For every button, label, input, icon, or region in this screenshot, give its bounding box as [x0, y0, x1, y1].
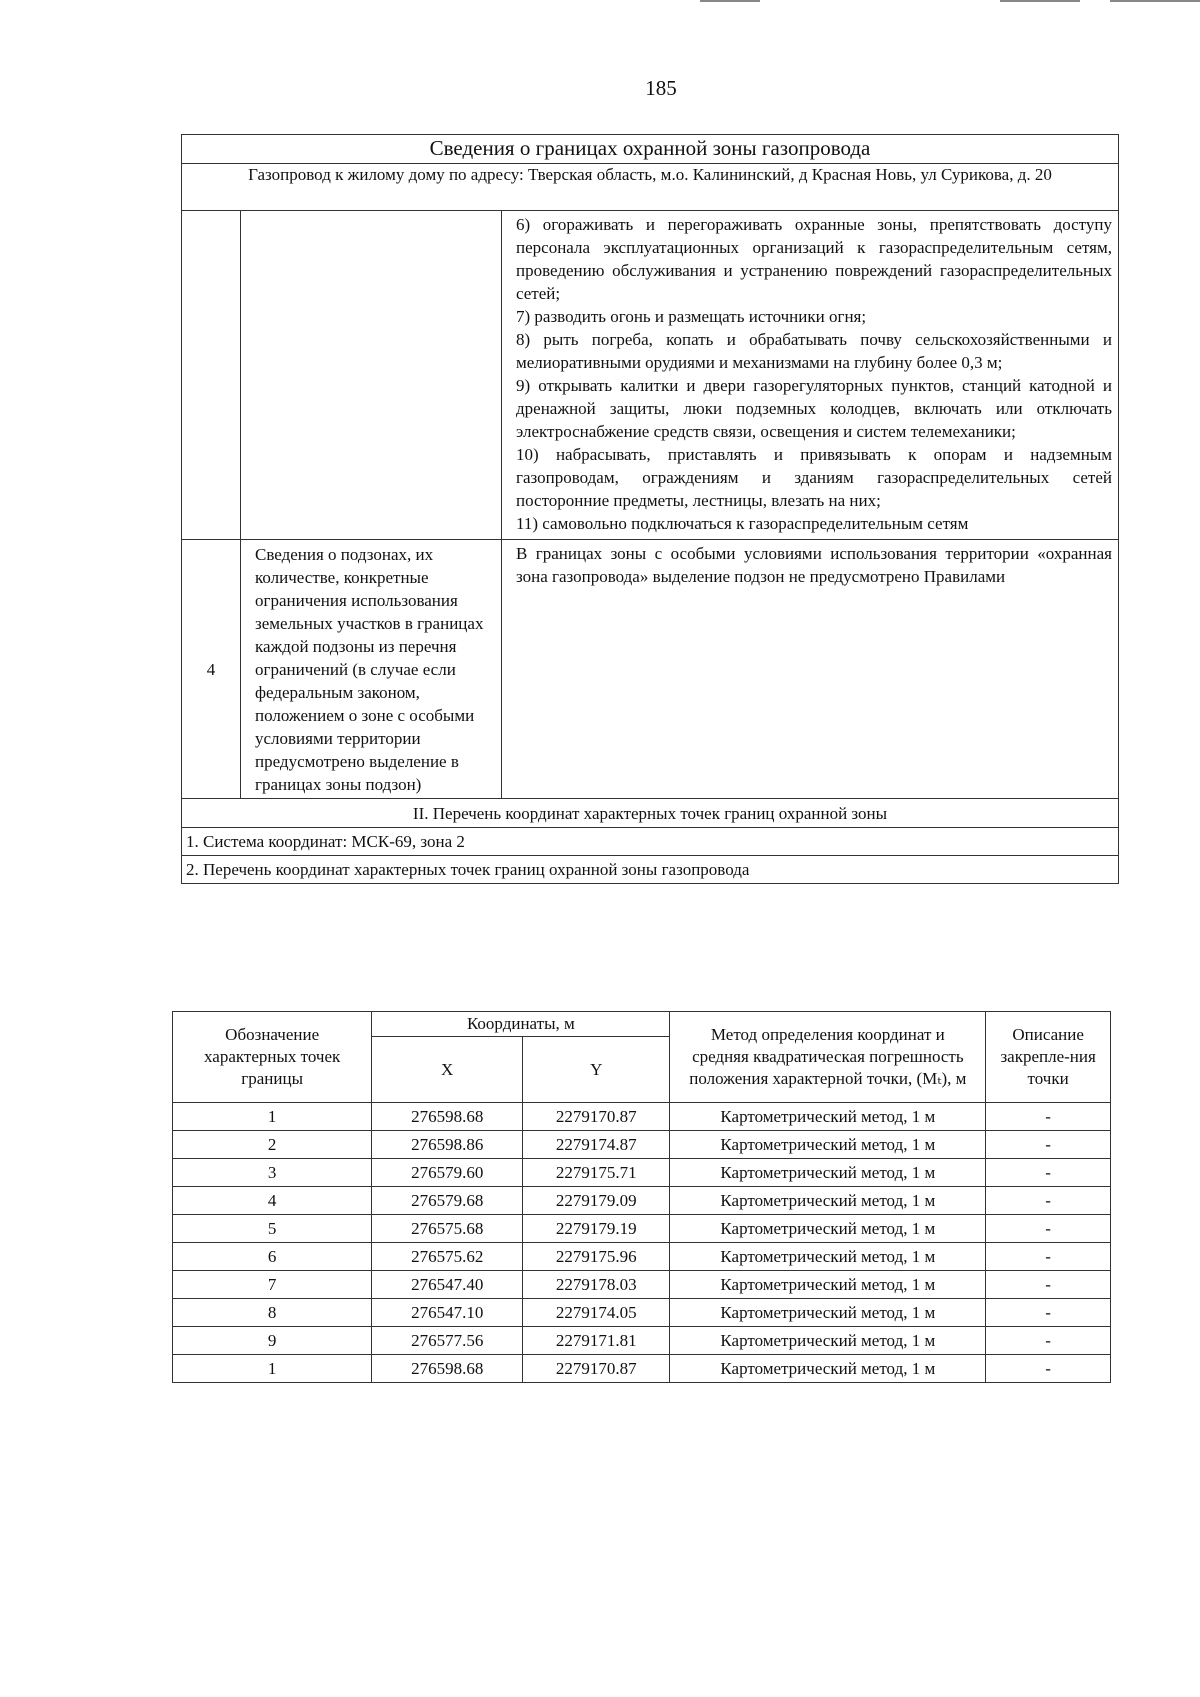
y-coordinate: 2279178.03 — [523, 1271, 670, 1299]
x-coordinate: 276575.62 — [372, 1243, 523, 1271]
restriction-item: 6) огораживать и перегораживать охранные зоны, препятствовать доступу персонала эксплуатационных организаций к газораспределительным сетям, проведению обслуживания и устранению повреждений газораспределительных сетей; — [516, 215, 1112, 303]
table-row — [173, 1327, 1111, 1355]
header-row — [173, 1012, 1111, 1037]
title-row — [182, 135, 1119, 164]
list-title-row — [182, 856, 1119, 884]
scan-artifact — [700, 0, 760, 2]
address-row — [182, 164, 1119, 211]
method-cell: Картометрический метод, 1 м — [670, 1103, 986, 1131]
restriction-item: 10) набрасывать, приставлять и привязывать к опорам и надземным газопроводам, ограждениям и зданиям газораспределительных сетей посторонние предметы, лестницы, влезать на них; — [516, 445, 1112, 510]
method-cell: Картометрический метод, 1 м — [670, 1131, 986, 1159]
table-row — [173, 1355, 1111, 1383]
x-coordinate: 276598.68 — [372, 1103, 523, 1131]
point-number: 8 — [173, 1299, 372, 1327]
point-number: 5 — [173, 1215, 372, 1243]
header-x: X — [372, 1037, 523, 1103]
point-description: - — [986, 1271, 1111, 1299]
scan-artifact — [1000, 0, 1080, 2]
method-cell: Картометрический метод, 1 м — [670, 1299, 986, 1327]
x-coordinate: 276575.68 — [372, 1215, 523, 1243]
point-description: - — [986, 1131, 1111, 1159]
empty-number-cell — [182, 211, 241, 540]
restriction-item: 7) разводить огонь и размещать источники огня; — [516, 307, 867, 326]
restriction-item: 8) рыть погреба, копать и обрабатывать почву сельскохозяйственными и мелиоративными орудиями и механизмами на глубину более 0,3 м; — [516, 330, 1112, 372]
method-cell: Картометрический метод, 1 м — [670, 1271, 986, 1299]
y-coordinate: 2279175.71 — [523, 1159, 670, 1187]
x-coordinate: 276598.86 — [372, 1131, 523, 1159]
subzones-label: Сведения о подзонах, их количестве, конкретные ограничения использования земельных участков в границах каждой подзоны из перечня ограничений (в случае если федеральным законом, положением о зоне с особыми условиями территории предусмотрено выделение в границах зоны подзон) — [241, 540, 502, 799]
zone-title: Сведения о границах охранной зоны газопровода — [182, 135, 1119, 164]
x-coordinate: 276547.10 — [372, 1299, 523, 1327]
table-row — [173, 1159, 1111, 1187]
method-cell: Картометрический метод, 1 м — [670, 1187, 986, 1215]
point-number: 7 — [173, 1271, 372, 1299]
table-row — [173, 1299, 1111, 1327]
point-description: - — [986, 1215, 1111, 1243]
section-title-row — [182, 799, 1119, 828]
point-description: - — [986, 1327, 1111, 1355]
coordinates-list-title: 2. Перечень координат характерных точек границ охранной зоны газопровода — [182, 856, 1119, 884]
method-cell: Картометрический метод, 1 м — [670, 1215, 986, 1243]
point-number: 6 — [173, 1243, 372, 1271]
y-coordinate: 2279171.81 — [523, 1327, 670, 1355]
table-row — [173, 1187, 1111, 1215]
y-coordinate: 2279179.19 — [523, 1215, 670, 1243]
point-number: 3 — [173, 1159, 372, 1187]
point-number: 1 — [173, 1103, 372, 1131]
page-number: 185 — [645, 76, 677, 100]
header-point: Обозначение характерных точек границы — [173, 1012, 372, 1103]
header-coordinates: Координаты, м — [372, 1012, 670, 1037]
point-number: 2 — [173, 1131, 372, 1159]
y-coordinate: 2279174.05 — [523, 1299, 670, 1327]
y-coordinate: 2279174.87 — [523, 1131, 670, 1159]
coordinates-body — [173, 1103, 1111, 1383]
continued-restrictions-row — [182, 211, 1119, 540]
point-description: - — [986, 1187, 1111, 1215]
method-cell: Картометрический метод, 1 м — [670, 1243, 986, 1271]
header-description: Описание закрепле-ния точки — [986, 1012, 1111, 1103]
table-row — [173, 1215, 1111, 1243]
restrictions-list — [502, 211, 1119, 540]
subzones-row — [182, 540, 1119, 799]
coordinate-system: 1. Система координат: МСК-69, зона 2 — [182, 828, 1119, 856]
zone-address: Газопровод к жилому дому по адресу: Тверская область, м.о. Калининский, д Красная Новь, ул Сурикова, д. 20 — [182, 164, 1119, 211]
header-method: Метод определения координат и средняя квадратическая погрешность положения характерной точки, (Mₜ), м — [670, 1012, 986, 1103]
table-row — [173, 1131, 1111, 1159]
point-description: - — [986, 1243, 1111, 1271]
zone-info-table — [181, 134, 1119, 884]
y-coordinate: 2279179.09 — [523, 1187, 670, 1215]
point-number: 4 — [173, 1187, 372, 1215]
y-coordinate: 2279170.87 — [523, 1355, 670, 1383]
table-row — [173, 1103, 1111, 1131]
table-row — [173, 1271, 1111, 1299]
subzones-description: В границах зоны с особыми условиями использования территории «охранная зона газопровода» выделение подзон не предусмотрено Правилами — [502, 540, 1119, 799]
restriction-item: 9) открывать калитки и двери газорегуляторных пунктов, станций катодной и дренажной защиты, люки подземных колодцев, включать или отключать электроснабжение средств связи, освещения и систем телемеханики; — [516, 376, 1112, 441]
point-description: - — [986, 1103, 1111, 1131]
x-coordinate: 276547.40 — [372, 1271, 523, 1299]
coordinate-system-row — [182, 828, 1119, 856]
x-coordinate: 276579.60 — [372, 1159, 523, 1187]
y-coordinate: 2279175.96 — [523, 1243, 670, 1271]
point-description: - — [986, 1299, 1111, 1327]
header-y: Y — [523, 1037, 670, 1103]
x-coordinate: 276579.68 — [372, 1187, 523, 1215]
method-cell: Картометрический метод, 1 м — [670, 1159, 986, 1187]
method-cell: Картометрический метод, 1 м — [670, 1355, 986, 1383]
method-cell: Картометрический метод, 1 м — [670, 1327, 986, 1355]
x-coordinate: 276577.56 — [372, 1327, 523, 1355]
point-description: - — [986, 1355, 1111, 1383]
x-coordinate: 276598.68 — [372, 1355, 523, 1383]
restriction-item: 11) самовольно подключаться к газораспределительным сетям — [516, 514, 969, 533]
table-row — [173, 1243, 1111, 1271]
y-coordinate: 2279170.87 — [523, 1103, 670, 1131]
section-title: II. Перечень координат характерных точек границ охранной зоны — [182, 799, 1119, 828]
point-description: - — [986, 1159, 1111, 1187]
point-number: 9 — [173, 1327, 372, 1355]
row-number: 4 — [182, 540, 241, 799]
empty-name-cell — [241, 211, 502, 540]
coordinates-table — [172, 1011, 1111, 1383]
scan-artifact — [1110, 0, 1200, 2]
point-number: 1 — [173, 1355, 372, 1383]
